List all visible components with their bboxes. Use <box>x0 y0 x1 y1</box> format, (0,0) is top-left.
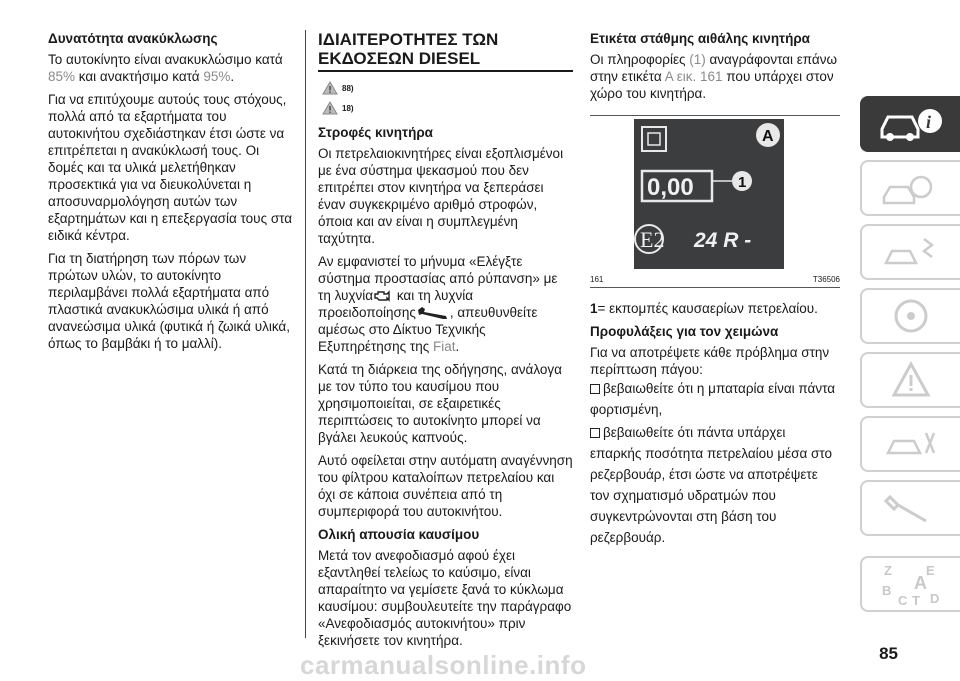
svg-text:Z: Z <box>884 563 892 578</box>
dashboard-icon <box>876 167 946 209</box>
bullet-fuel: βεβαιωθείτε ότι πάντα υπάρχει επαρκής ποσότητα πετρελαίου μέσα στο ρεζερβουάρ, έτσι ώστε να αποτρέψετε τον σχηματισμό υδρατμών που συγκεντρώνονται στη βάση του ρεζερβουάρ. <box>590 425 832 545</box>
brand-name: Fiat <box>433 339 456 354</box>
svg-text:D: D <box>930 591 940 606</box>
tab-safety[interactable] <box>860 224 960 280</box>
tab-warning-lights[interactable] <box>860 352 960 408</box>
svg-text:i: i <box>926 112 932 132</box>
wrench-icon <box>416 306 450 320</box>
svg-text:T: T <box>912 593 920 608</box>
figure-bottom-rule <box>590 287 840 288</box>
label-illustration <box>634 119 784 269</box>
recyclable-percent: 85% <box>48 69 76 84</box>
heading-engine-revs: Στροφές κινητήρα <box>318 125 433 140</box>
safety-icon <box>876 231 946 273</box>
warning-triangle-icon <box>322 101 338 115</box>
svg-text:C: C <box>898 593 908 608</box>
column-label <box>590 30 840 108</box>
svg-text:B: B <box>882 583 892 598</box>
heading-winter: Προφυλάξεις για τον χειμώνα <box>590 324 779 339</box>
warning-lights-icon <box>876 359 946 401</box>
column-divider <box>305 30 306 638</box>
winter-intro: Για να αποτρέψετε κάθε πρόβλημα στην περίπτωση πάγου: <box>590 345 830 377</box>
maintenance-icon <box>876 487 946 529</box>
warning-reference-1: 88) <box>322 78 573 98</box>
emergency-icon <box>876 423 946 465</box>
recyclability-paragraph: Το αυτοκίνητο είναι ανακυκλώσιμο κατά 85% και ανακτήσιμο κατά 95%. <box>48 52 283 84</box>
design-paragraph: Για να επιτύχουμε αυτούς τους στόχους, πολλά από τα εξαρτήματα του αυτοκινήτου σχεδιάστηκαν έτσι ώστε να επιτρέπεται η ανακύκλωσή τους. Οι δομές και τα υλικά μελετήθηκαν προσεκτικά για να διευκολύνεται η αποσυναρμολόγηση αυτών των εξαρτημάτων και η επεξεργασία τους στα ειδικά κέντρα. <box>48 92 293 243</box>
car-info-icon <box>876 103 946 145</box>
smoke-label-paragraph: Οι πληροφορίες (1) αναγράφονται επάνω στην ετικέτα Α εικ. 161 που υπάρχει στον χώρο του κινητήρα. <box>590 52 838 101</box>
figure-caption <box>590 275 840 284</box>
checkbox-icon <box>590 384 600 394</box>
tab-starting[interactable] <box>860 288 960 344</box>
smoke-label-image <box>634 119 784 269</box>
figure-number: 161 <box>590 275 604 284</box>
svg-text:A: A <box>914 573 927 593</box>
watermark: carmanualsonline.info <box>300 650 587 680</box>
callout-number: 1 <box>738 174 747 191</box>
steering-wheel-icon <box>876 295 946 337</box>
column-recyclability <box>48 30 293 358</box>
svg-text:E: E <box>926 563 935 578</box>
column-diesel <box>318 30 573 655</box>
figure-code: T36506 <box>812 275 840 284</box>
materials-paragraph: Για τη διατήρηση των πόρων των πρώτων υλών, το αυτοκίνητο περιλαμβάνει πολλά εξαρτήματα από πλαστικά ανακυκλώσιμα υλικά ή από ανανεώσιμα υλικά (φυτικά ή ζωικά υλικά, όπως το βαμβάκι ή το μαλλί). <box>48 251 290 351</box>
column-winter <box>590 300 840 554</box>
label-emark: E2 <box>640 227 665 252</box>
warning-message-paragraph: Αν εμφανιστεί το μήνυμα «Ελέγξτε σύστημα προστασίας από ρύπανση» με τη λυχνία και τη λυχνία προειδοποίησης , απευθυνθείτε αμέσως στο Δίκτυο Τεχνικής Εξυπηρέτησης της Fiat. <box>318 254 558 354</box>
figure-legend: 1= εκπομπές καυσαερίων πετρελαίου. <box>590 301 818 316</box>
engine-check-icon <box>373 289 393 303</box>
white-smoke-paragraph: Κατά τη διάρκεια της οδήγησης, ανάλογα με τον τύπο του καυσίμου που χρησιμοποιείται, σε εξαιρετικές περιπτώσεις το αυτοκίνητο μπορεί να βγάλει λευκούς καπνούς. <box>318 362 562 445</box>
checkbox-icon <box>590 428 600 438</box>
regeneration-paragraph: Αυτό οφείλεται στην αυτόματη αναγέννηση του φίλτρου καταλοίπων πετρελαίου και όχι σε κάποια συνέπεια από τη συμπεριφορά του αυτοκινήτου. <box>318 453 573 519</box>
heading-smoke-label: Ετικέτα στάθμης αιθάλης κινητήρα <box>590 31 810 46</box>
tab-index[interactable] <box>860 556 960 612</box>
heading-fuel-out: Ολική απουσία καυσίμου <box>318 527 480 542</box>
label-value: 0,00 <box>647 174 694 201</box>
bullet-battery: βεβαιωθείτε ότι η μπαταρία είναι πάντα φορτισμένη, <box>590 381 836 417</box>
tab-dashboard[interactable] <box>860 160 960 216</box>
heading-recyclability: Δυνατότητα ανακύκλωσης <box>48 31 218 46</box>
figure-reference: Α εικ. 161 <box>664 69 723 84</box>
tab-maintenance[interactable] <box>860 480 960 536</box>
tab-car-info[interactable] <box>860 96 960 152</box>
figure-top-rule <box>590 115 840 116</box>
tab-emergency[interactable] <box>860 416 960 472</box>
section-title: ΙΔΙΑΙΤΕΡΟΤΗΤΕΣ ΤΩΝ ΕΚΔΟΣΕΩΝ DIESEL <box>318 30 573 72</box>
page-number: 85 <box>879 644 898 663</box>
callout-letter: A <box>762 128 774 145</box>
index-icon <box>876 559 946 609</box>
fuel-out-paragraph: Μετά τον ανεφοδιασμό αφού έχει εξαντληθεί τελείως το καύσιμο, είναι απαραίτητο να γεμίσετε ξανά το κύκλωμα καυσίμου: συμβουλευτείτε την παράγραφο «Ανεφοδιασμός αυτοκινήτου» πριν ξεκινήσετε τον κινητήρα. <box>318 548 572 648</box>
warning-triangle-icon <box>322 81 338 95</box>
label-class: 24 R - <box>694 229 752 252</box>
warning-reference-2: 18) <box>322 98 573 118</box>
engine-revs-paragraph: Οι πετρελαιοκινητήρες είναι εξοπλισμένοι με ένα σύστημα ψεκασμού που δεν επιτρέπει στον κινητήρα να ξεπεράσει έναν συγκεκριμένο αριθμό στροφών, όποια και αν είναι η συμπλεγμένη ταχύτητα. <box>318 146 564 246</box>
recoverable-percent: 95% <box>203 69 231 84</box>
